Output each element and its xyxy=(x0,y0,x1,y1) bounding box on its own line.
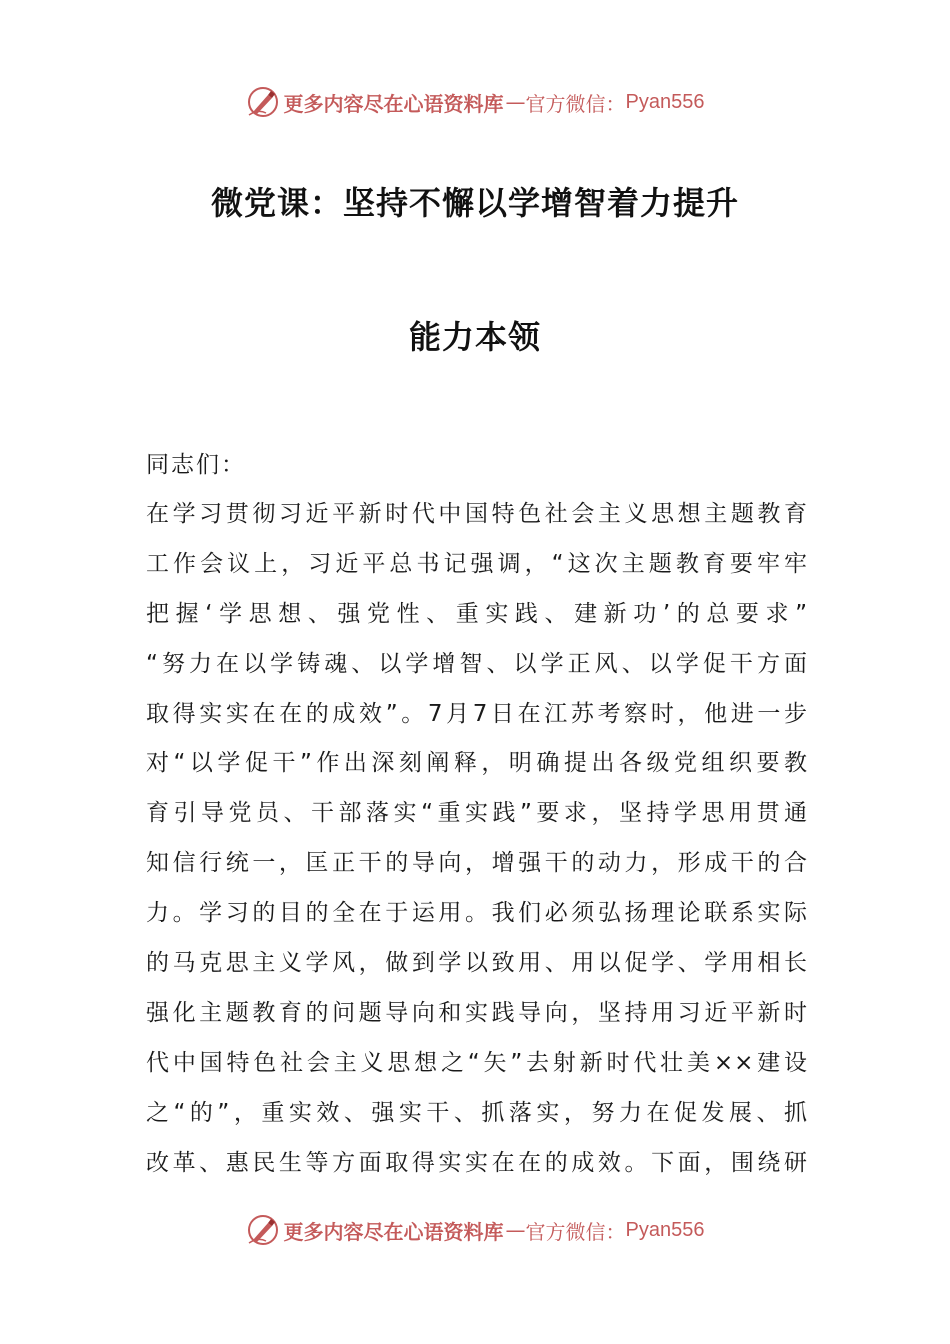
pen-logo-icon xyxy=(246,1213,280,1247)
body-line: 知信行统一，匡正干的导向，增强干的动力，形成干的合 xyxy=(146,850,808,877)
body-line: 在学习贯彻习近平新时代中国特色社会主义思想主题教育 xyxy=(146,501,808,527)
watermark-official-label: 官方微信： xyxy=(525,1219,626,1244)
body-line: “努力在以学铸魂、以学增智、以学正风、以学促干方面 xyxy=(146,650,808,677)
watermark-dash: — xyxy=(505,90,524,114)
watermark-wechat-id: Pyan556 xyxy=(625,1218,705,1241)
body-line: 工作会议上，习近平总书记强调，“这次主题教育要牢牢 xyxy=(146,550,808,577)
body-line: 取得实实在在的成效”。7月7日在江苏考察时，他进一步 xyxy=(146,700,808,727)
watermark-wechat-id: Pyan556 xyxy=(625,90,705,113)
watermark-site-text: 更多内容尽在心语资料库 xyxy=(283,1219,504,1244)
document-title-line2: 能力本领 xyxy=(408,318,541,356)
watermark-site-text: 更多内容尽在心语资料库 xyxy=(283,91,504,116)
document-body xyxy=(146,440,808,1188)
pen-logo-icon xyxy=(246,85,280,119)
body-line: 育引导党员、干部落实“重实践”要求，坚持学思用贯通 xyxy=(146,800,808,827)
body-line: 把握‘学思想、强党性、重实践、建新功’的总要求” xyxy=(146,600,808,627)
body-line: 强化主题教育的问题导向和实践导向，坚持用习近平新时 xyxy=(146,999,808,1026)
body-line: 代中国特色社会主义思想之“矢”去射新时代壮美××建设 xyxy=(146,1049,808,1076)
watermark-dash: — xyxy=(505,1218,524,1242)
body-line: 对“以学促干”作出深刻阐释，明确提出各级党组织要教 xyxy=(146,750,808,777)
watermark-official-label: 官方微信： xyxy=(525,91,626,116)
greeting: 同志们： xyxy=(146,452,246,478)
body-line: 改革、惠民生等方面取得实实在在的成效。下面，围绕研 xyxy=(146,1149,808,1176)
body-line: 力。学习的目的全在于运用。我们必须弘扬理论联系实际 xyxy=(146,900,808,927)
document-title-line1: 微党课：坚持不懈以学增智着力提升 xyxy=(210,184,739,222)
body-line: 之“的”，重实效、强实干、抓落实，努力在促发展、抓 xyxy=(146,1099,808,1126)
header-watermark xyxy=(0,82,950,122)
body-line: 的马克思主义学风，做到学以致用、用以促学、学用相长 xyxy=(146,950,808,977)
footer-watermark xyxy=(0,1210,950,1250)
